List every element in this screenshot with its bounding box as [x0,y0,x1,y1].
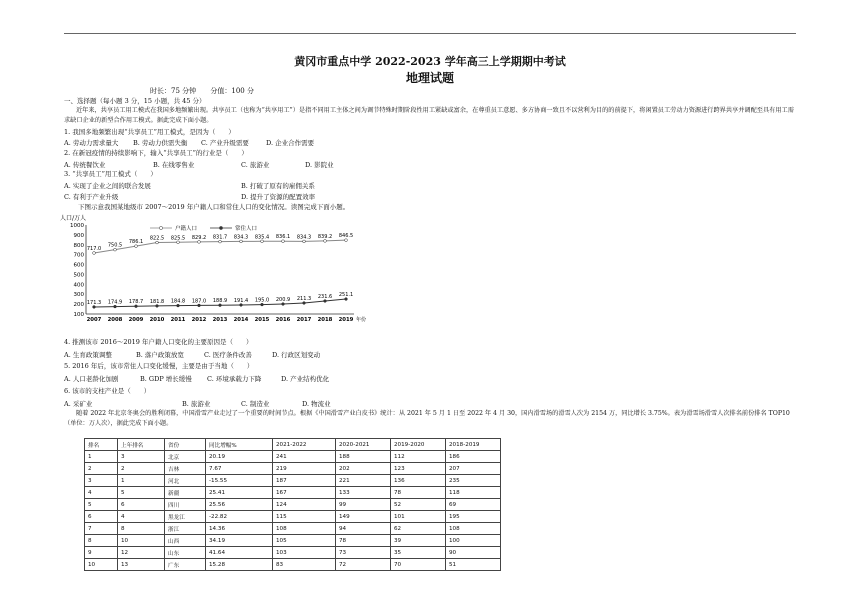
legend-label: 户籍人口 [175,226,198,232]
table-cell: 39 [391,535,446,547]
table-cell: 8 [118,523,165,535]
data-point [261,240,264,243]
data-label: 822.5 [149,235,165,242]
table-intro: 随着 2022 年北京冬奥会的胜利闭幕，中国滑雪产业走过了一个重要的时间节点。根据《中国滑雪产业白皮书》统计：从 2021 年 5 月 1 日至 2022 年 4 月 30，国内滑雪场的滑雪人次为 2154 万，同比增长 3.75%。表为滑雪场滑雪人次排名前份排名 TOP10（单位：万人次），据此完成下面小题。 [64,410,790,427]
data-label: 251.1 [338,292,354,299]
data-label: 195.0 [254,297,270,304]
table-cell: 235 [446,475,501,487]
table-cell: 13 [118,559,165,571]
question-2-option-b: B. 在线零售业 [153,161,195,169]
table-cell: 河北 [165,475,206,487]
y-tick-label: 800 [73,242,84,249]
table-header-cell: 省份 [165,439,206,451]
table-cell: 2 [118,463,165,475]
table-row [85,487,501,499]
table-cell: 100 [446,535,501,547]
question-5-option-d: D. 产业结构优化 [281,375,330,383]
table-header-cell: 2019-2020 [391,439,446,451]
table-row [85,559,501,571]
question-2-option-c: C. 旅游业 [241,161,270,169]
x-tick-label: 2009 [128,317,144,323]
x-tick-label: 2016 [275,317,291,323]
table-row [85,475,501,487]
table-cell: 108 [446,523,501,535]
data-point [198,304,201,307]
table-cell: 103 [273,547,336,559]
question-4-stem: 4. 推测该市 2016～2019 年户籍人口变化的主要原因是（ ） [64,338,253,346]
table-header-row [85,439,501,451]
table-header-cell: 排名 [85,439,118,451]
x-tick-label: 2008 [107,317,123,323]
table-cell: 149 [336,511,391,523]
data-point [282,240,285,243]
table-cell: 108 [273,523,336,535]
table-cell: 山东 [165,547,206,559]
chart-y-label: 人口/万人 [60,215,87,222]
table-cell: 221 [336,475,391,487]
data-label: 231.6 [317,293,333,300]
exam-subject: 地理试题 [405,71,454,85]
x-tick-label: 2015 [254,317,270,323]
data-point [324,240,327,243]
table-cell: 52 [391,499,446,511]
question-6-option-a: A. 采矿业 [64,400,93,408]
table-cell: 136 [391,475,446,487]
data-label: 831.7 [212,234,228,241]
y-tick-label: 200 [73,302,84,309]
table-cell: 3 [118,451,165,463]
data-label: 174.9 [107,299,123,306]
data-point [114,305,117,308]
question-2-stem: 2. 在新冠疫情的持续影响下，输入“共享员工”的行业是（ ） [64,149,248,157]
table-cell: 4 [118,511,165,523]
table-cell: 94 [336,523,391,535]
question-3-option-a: A. 实现了企业之间的联合发展 [64,182,151,190]
table-row [85,523,501,535]
data-point [177,304,180,307]
population-chart [60,213,367,327]
table-cell: 25.56 [206,499,273,511]
data-label: 171.3 [86,299,102,306]
table-cell: 6 [85,511,118,523]
table-cell: 51 [446,559,501,571]
question-1-option-a: A. 劳动力需求量大 [64,139,119,147]
data-label: 835.4 [254,234,270,241]
y-tick-label: 500 [73,272,84,279]
table-cell: 35 [391,547,446,559]
table-cell: 101 [391,511,446,523]
table-cell: 219 [273,463,336,475]
table-cell: 99 [336,499,391,511]
question-6-option-d: D. 物流业 [302,400,331,408]
table-cell: 新疆 [165,487,206,499]
question-3-option-c: C. 有利于产业升级 [64,193,119,201]
table-cell: 124 [273,499,336,511]
data-point [93,252,96,255]
table-cell: -22.82 [206,511,273,523]
table-cell: 4 [85,487,118,499]
question-6-stem: 6. 该市的支柱产业是（ ） [64,387,151,395]
y-tick-label: 1000 [70,223,84,229]
table-cell: 北京 [165,451,206,463]
data-point [219,304,222,307]
legend-marker [159,226,162,229]
y-tick-label: 400 [73,282,84,289]
data-label: 839.2 [317,233,333,240]
question-5-option-a: A. 人口老龄化加剧 [64,375,119,383]
question-5-option-c: C. 环境承载力下降 [207,375,262,383]
data-label: 188.9 [212,298,228,305]
table-cell: 10 [85,559,118,571]
table-cell: 186 [446,451,501,463]
chart-intro: 下图示意我国某地级市 2007～2019 年户籍人口和常住人口的变化情况。读图完成下面小题。 [78,203,350,211]
table-cell: 70 [391,559,446,571]
y-tick-label: 600 [73,262,84,269]
data-point [261,303,264,306]
x-tick-label: 2017 [296,317,312,323]
table-cell: 9 [85,547,118,559]
x-tick-label: 2010 [149,317,165,323]
table-cell: 62 [391,523,446,535]
data-point [219,240,222,243]
data-point [240,304,243,307]
table-cell: 2 [85,463,118,475]
table-cell: 山西 [165,535,206,547]
table-cell: 3 [85,475,118,487]
table-cell: 广东 [165,559,206,571]
x-tick-label: 2011 [170,317,186,323]
table-cell: 20.19 [206,451,273,463]
table-cell: 73 [336,547,391,559]
question-2-option-d: D. 影院业 [305,161,334,169]
data-point [198,240,201,243]
exam-title: 黄冈市重点中学 2022-2023 学年高三上学期期中考试 [294,55,566,68]
table-cell: 黑龙江 [165,511,206,523]
data-label: 178.7 [128,299,144,306]
table-row [85,535,501,547]
table-cell: 四川 [165,499,206,511]
question-6-option-b: B. 旅游业 [182,400,211,408]
question-5-option-b: B. GDP 增长缓慢 [140,375,192,383]
data-point [345,239,348,242]
data-point [156,305,159,308]
data-point [93,306,96,309]
question-1-option-b: B. 劳动力供需失衡 [133,139,188,147]
table-row [85,499,501,511]
data-label: 786.1 [128,239,144,246]
question-4-option-c: C. 医疗条件改善 [204,351,252,359]
data-label: 836.1 [275,234,291,241]
ski-ranking-table [84,438,501,571]
table-cell: 吉林 [165,463,206,475]
question-1-option-c: C. 产业升级需要 [201,139,249,147]
data-label: 191.4 [233,297,249,304]
intro-paragraph: 近年来，共享员工用工模式在我国多地频繁出现。共享员工（也称为“共享用工”）是指不同用工主体之间为调节特殊时期阶段性用工紧缺或富余，在尊重员工意愿、多方协商一致且不以营利为目的的前提下，将闲置员工劳动力资源进行跨界共享并调配至具有用工需求缺口企业的新型合作用工模式。据此完成下面小题。 [64,107,794,124]
table-cell: 90 [446,547,501,559]
x-tick-label: 2018 [317,317,333,323]
question-3-stem: 3. “共享员工”用工模式（ ） [64,170,157,178]
table-cell: 1 [85,451,118,463]
table-cell: 5 [118,487,165,499]
table-cell: 7 [85,523,118,535]
question-6-option-c: C. 制造业 [241,400,270,408]
question-3-option-b: B. 打破了原有的雇佣关系 [241,182,315,190]
table-cell: 10 [118,535,165,547]
table-cell: 241 [273,451,336,463]
table-cell: 14.36 [206,523,273,535]
data-label: 717.0 [86,245,102,252]
data-label: 825.5 [170,235,186,242]
question-2-option-a: A. 传统餐饮业 [64,161,106,169]
table-cell: 34.19 [206,535,273,547]
y-tick-label: 100 [73,312,84,318]
exam-score: 分值：100 分 [210,87,254,95]
table-cell: 118 [446,487,501,499]
question-3-option-d: D. 提升了资源的配置效率 [241,193,316,201]
exam-meta [150,86,266,96]
table-cell: 123 [391,463,446,475]
table-cell: 83 [273,559,336,571]
data-label: 184.8 [170,298,186,305]
question-1-stem: 1. 我国多地频繁出现“共享员工”用工模式，是因为（ ） [64,128,235,136]
table-cell: 7.67 [206,463,273,475]
x-tick-label: 2014 [233,317,249,323]
data-label: 829.2 [191,234,207,241]
y-tick-label: 300 [73,292,84,299]
chart-x-label: 年份 [356,317,367,323]
table-row [85,511,501,523]
table-cell: 25.41 [206,487,273,499]
question-4-option-d: D. 行政区划变动 [272,351,321,359]
table-cell: -15.55 [206,475,273,487]
table-header-cell: 2021-2022 [273,439,336,451]
table-row [85,451,501,463]
table-cell: 188 [336,451,391,463]
table-cell: 115 [273,511,336,523]
data-point [324,300,327,303]
table-header-cell: 同比增幅% [206,439,273,451]
table-cell: 69 [446,499,501,511]
table-cell: 1 [118,475,165,487]
table-header-cell: 2018-2019 [446,439,501,451]
data-label: 211.3 [296,295,312,302]
data-point [240,240,243,243]
table-cell: 78 [391,487,446,499]
data-point [303,240,306,243]
data-label: 187.0 [191,298,207,305]
data-label: 834.3 [296,234,312,241]
y-tick-label: 900 [73,232,84,239]
table-cell: 41.64 [206,547,273,559]
table-cell: 133 [336,487,391,499]
table-cell: 6 [118,499,165,511]
y-tick-label: 700 [73,252,84,259]
table-cell: 12 [118,547,165,559]
question-1-option-d: D. 企业合作需要 [266,139,315,147]
question-4-option-b: B. 落户政策放宽 [136,351,184,359]
data-point [345,298,348,301]
section-heading: 一、选择题（每小题 3 分，15 小题，共 45 分） [64,97,206,105]
question-5-stem: 5. 2016 年后，该市常住人口变化缓慢，主要是由于当地（ ） [64,362,254,370]
x-tick-label: 2007 [86,317,102,323]
data-label: 750.5 [107,242,123,249]
table-cell: 112 [391,451,446,463]
data-point [303,302,306,305]
question-4-option-a: A. 生育政策调整 [64,351,112,359]
table-cell: 202 [336,463,391,475]
data-point [282,303,285,306]
table-cell: 105 [273,535,336,547]
x-tick-label: 2012 [191,317,207,323]
data-label: 846.5 [338,233,354,240]
legend-marker [219,226,222,229]
x-tick-label: 2019 [338,317,354,323]
data-label: 200.9 [275,297,291,304]
header-rule [64,33,796,34]
table-row [85,463,501,475]
exam-time: 时长：75 分钟 [150,87,197,95]
table-cell: 207 [446,463,501,475]
table-header-cell: 2020-2021 [336,439,391,451]
table-row [85,547,501,559]
table-cell: 78 [336,535,391,547]
table-cell: 167 [273,487,336,499]
legend-label: 常住人口 [235,226,258,232]
table-cell: 195 [446,511,501,523]
table-cell: 187 [273,475,336,487]
table-cell: 72 [336,559,391,571]
table-cell: 浙江 [165,523,206,535]
data-point [156,241,159,244]
table-header-cell: 上年排名 [118,439,165,451]
data-point [135,245,138,248]
data-label: 181.8 [149,298,165,305]
table-cell: 8 [85,535,118,547]
table-cell: 5 [85,499,118,511]
data-label: 834.3 [233,234,249,241]
table-cell: 15.28 [206,559,273,571]
data-point [135,305,138,308]
data-point [114,248,117,251]
x-tick-label: 2013 [212,317,228,323]
data-point [177,241,180,244]
